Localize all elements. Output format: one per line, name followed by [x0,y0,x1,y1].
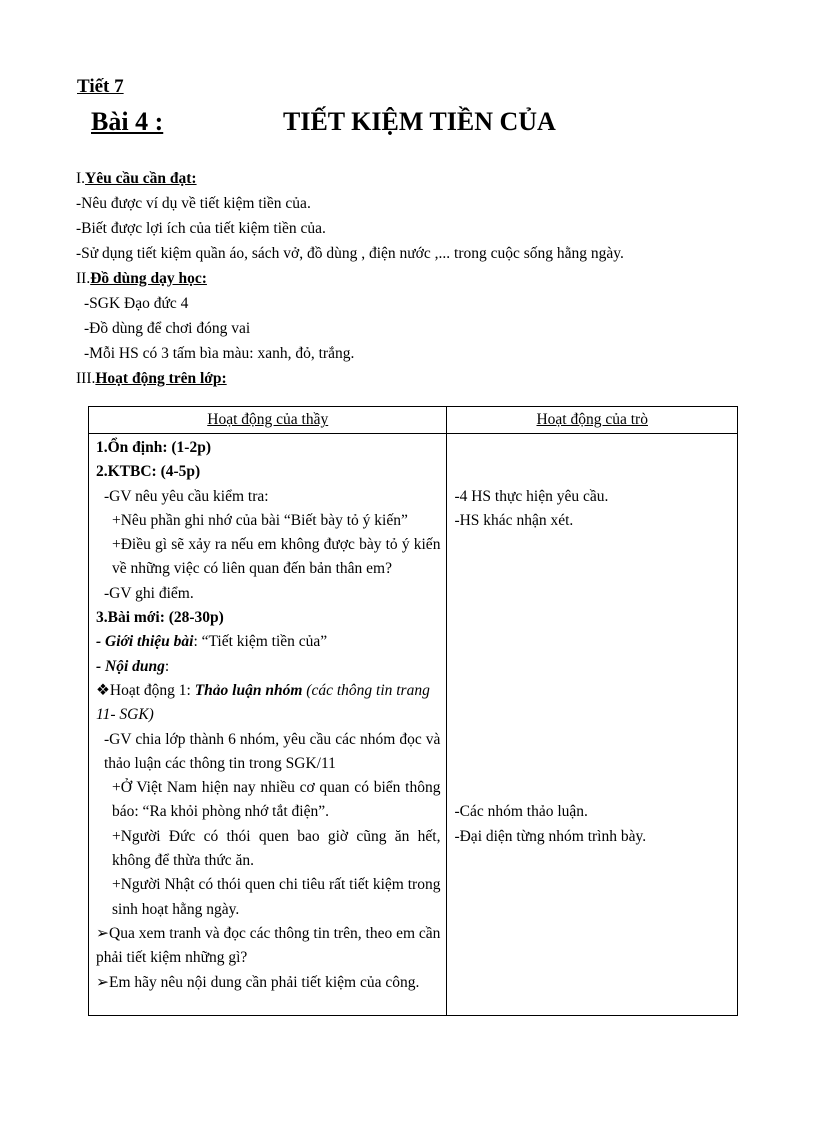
activity-table [88,406,738,1016]
student-line: -4 HS thực hiện yêu cầu. [454,487,609,505]
content-colon: : [164,657,170,675]
teacher-line: -GV nêu yêu cầu kiểm tra: [104,487,269,505]
teacher-line: -GV chia lớp thành 6 nhóm, yêu cầu các nhóm đọc và thảo luận các thông tin trong SGK/11 [104,730,441,772]
question-item [96,922,440,971]
student-line: -Các nhóm thảo luận. [454,803,588,821]
lesson-label: Bài 4 : [91,107,164,136]
info-item: +Người Nhật có thói quen chi tiêu rất tiết kiệm trong sinh hoạt hằng ngày. [112,876,441,918]
arrow-bullet-icon: ➢ [96,973,109,991]
section-2-heading [76,266,624,291]
section-3-title: Hoạt động trên lớp: [95,370,227,387]
info-item: +Người Đức có thói quen bao giờ cũng ăn hết, không để thừa thức ăn. [112,827,441,870]
section-1-item: -Nêu được ví dụ về tiết kiệm tiền của. [76,195,311,212]
section-3-prefix: III. [76,370,96,387]
table-header-row [89,407,738,434]
activity-1-source: (các thông tin trang 11- SGK) [96,681,430,724]
activity-1-line [96,679,440,728]
student-header-label: Hoạt động của trò [536,411,648,428]
step-check-old-lesson: 2.KTBC: (4-5p) [96,463,201,481]
question-text: Em hãy nêu nội dung cần phải tiết kiệm của công. [109,973,420,991]
section-1-prefix: I. [76,170,86,187]
arrow-bullet-icon: ➢ [96,924,109,942]
section-1-heading [76,166,624,191]
teacher-cell [89,434,447,1016]
section-1-title: Yêu cầu cần đạt: [85,170,197,187]
step-new-lesson: 3.Bài mới: (28-30p) [96,609,224,627]
student-column-header [447,407,738,434]
teacher-header-label: Hoạt động của thầy [207,411,329,428]
section-2-prefix: II. [76,270,91,287]
diamond-bullet-icon: ❖ [96,681,110,699]
lesson-title: TIẾT KIỆM TIỀN CỦA [283,107,556,136]
section-2-item: -Mỗi HS có 3 tấm bìa màu: xanh, đỏ, trắng. [84,345,355,362]
section-3-heading [76,366,624,391]
teacher-column-header [89,407,447,434]
table-body-row [89,434,738,1016]
lesson-sections [76,166,624,391]
section-2-title: Đồ dùng dạy học: [90,270,207,287]
step-stabilize: 1.Ổn định: (1-2p) [96,439,211,456]
section-2-item: -SGK Đạo đức 4 [84,295,189,312]
teacher-question: +Nêu phần ghi nhớ của bài “Biết bày tỏ ý kiến” [112,511,408,529]
content-label: - Nội dung [96,657,165,675]
intro-label: - Giới thiệu bài [96,633,194,651]
info-item: +Ở Việt Nam hiện nay nhiều cơ quan có biển thông báo: “Ra khỏi phòng nhớ tắt điện”. [112,779,441,821]
student-cell [447,434,738,1016]
section-2-item: -Đồ dùng để chơi đóng vai [84,320,251,337]
lesson-number: Tiết 7 [77,76,124,97]
intro-text: : “Tiết kiệm tiền của” [193,633,328,651]
student-line: -HS khác nhận xét. [454,511,574,529]
activity-1-title: Thảo luận nhóm [194,681,303,699]
student-line: -Đại diện từng nhóm trình bày. [454,827,647,845]
teacher-line: -GV ghi điểm. [104,584,194,602]
activity-1-prefix: Hoạt động 1: [109,681,195,699]
section-1-item: -Biết được lợi ích của tiết kiệm tiền của. [76,220,326,237]
content-line [96,655,440,679]
section-1-item: -Sử dụng tiết kiệm quần áo, sách vở, đồ dùng , điện nước ,... trong cuộc sống hằng ngày. [76,245,624,262]
question-text: Qua xem tranh và đọc các thông tin trên, theo em cần phải tiết kiệm những gì? [96,924,441,967]
teacher-question: +Điều gì sẽ xảy ra nếu em không được bày tỏ ý kiến về những việc có liên quan đến bản thân em? [112,536,441,578]
question-item [96,971,440,995]
intro-line [96,630,440,654]
